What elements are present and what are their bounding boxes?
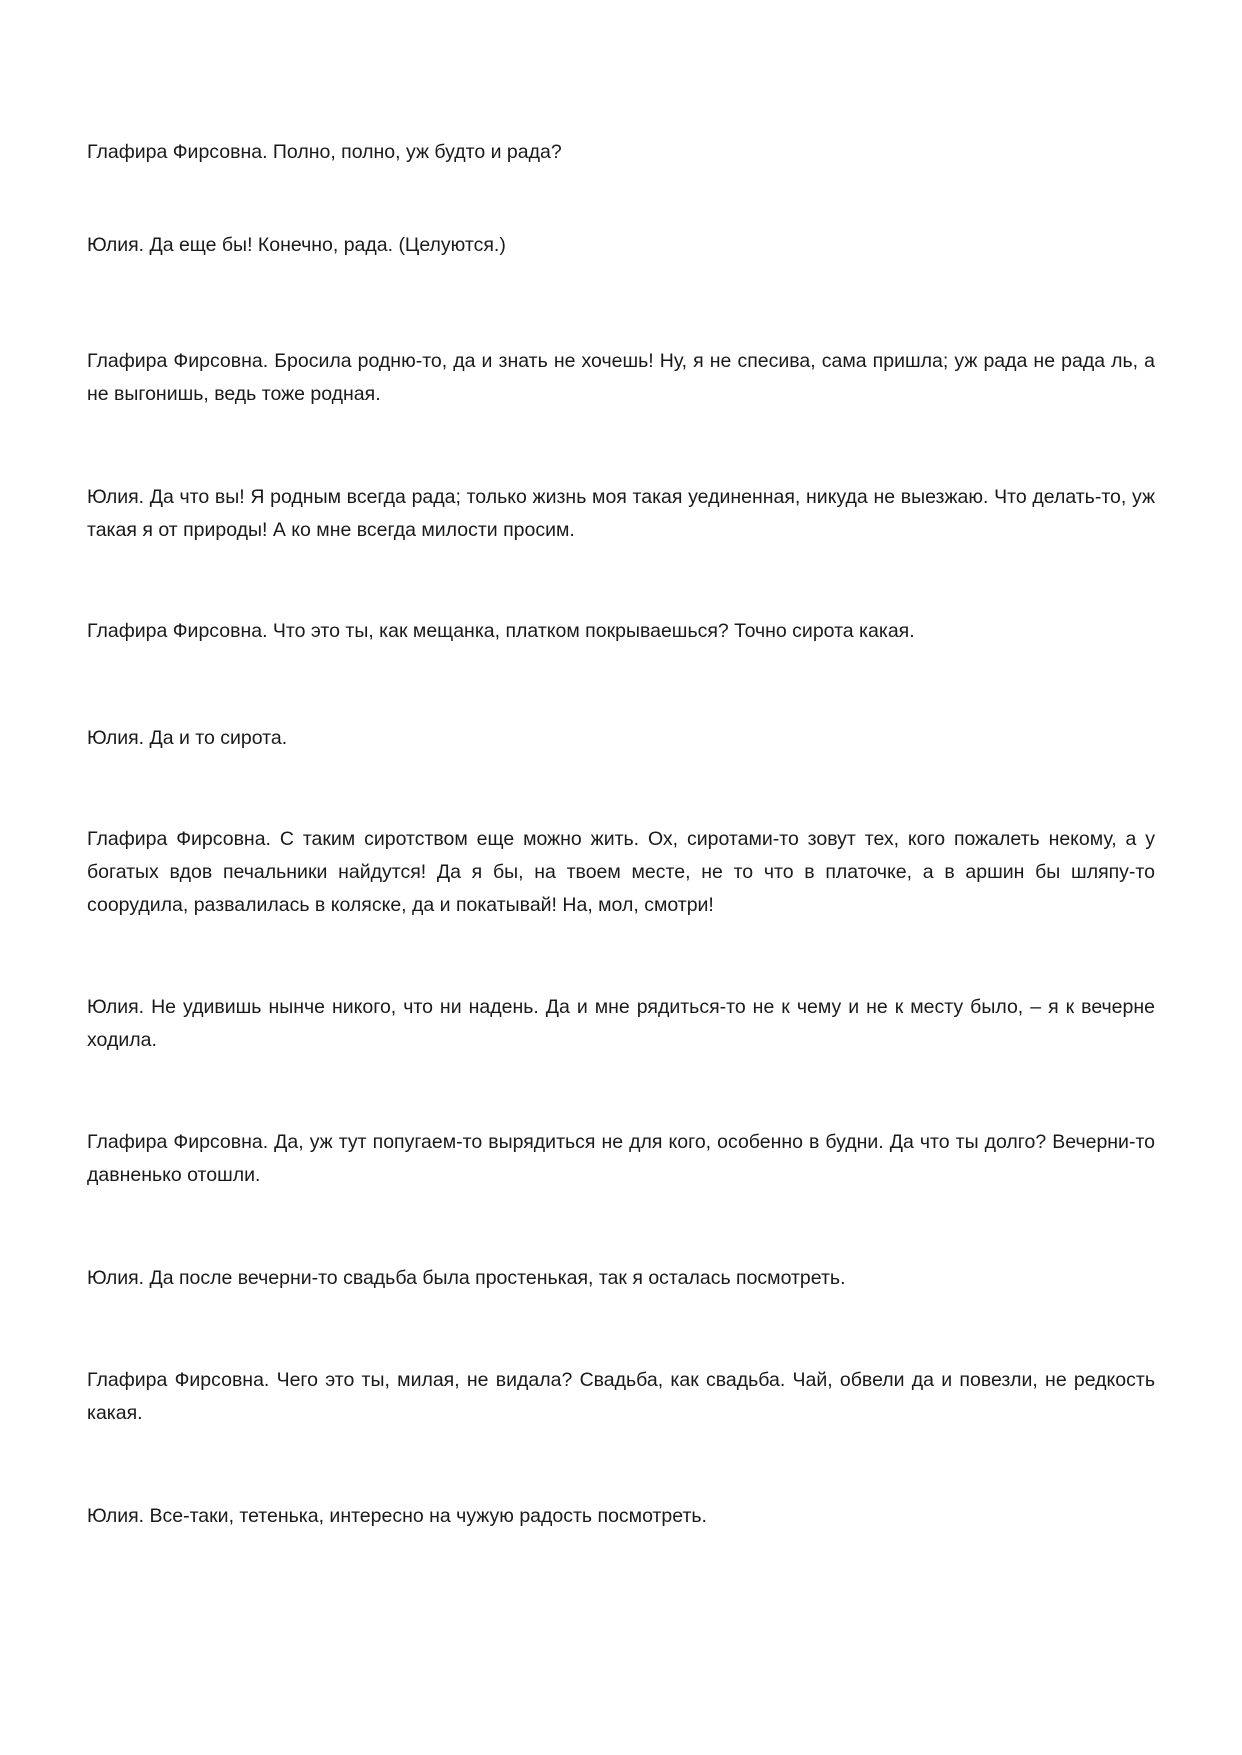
paragraph-1: Глафира Фирсовна. Полно, полно, уж будто и рада? [87,141,562,163]
paragraph-10: Юлия. Да после вечерни-то свадьба была простенькая, так я осталась посмотреть. [87,1267,846,1289]
paragraph-3: Глафира Фирсовна. Бросила родню-то, да и знать не хочешь! Ну, я не спесива, сама пришла; уж рада не рада ль, а не выгонишь, ведь тоже родная. [87,350,1155,405]
paragraph-4: Юлия. Да что вы! Я родным всегда рада; только жизнь моя такая уединенная, никуда не выезжаю. Что делать-то, уж такая я от природы! А ко мне всегда милости просим. [87,486,1155,541]
paragraph-8: Юлия. Не удивишь нынче никого, что ни надень. Да и мне рядиться-то не к чему и не к месту было, – я к вечерне ходила. [87,996,1155,1051]
paragraph-2: Юлия. Да еще бы! Конечно, рада. (Целуются.) [87,234,506,256]
paragraph-7: Глафира Фирсовна. С таким сиротством еще можно жить. Ох, сиротами-то зовут тех, кого пожалеть некому, а у богатых вдов печальники найдутся! Да я бы, на твоем месте, не то что в платочке, а в аршин бы шляпу-то соорудила, развалилась в коляске, да и покатывай! На, мол, смотри! [87,828,1155,916]
paragraph-9: Глафира Фирсовна. Да, уж тут попугаем-то вырядиться не для кого, особенно в будни. Да что ты долго? Вечерни-то давненько отошли. [87,1131,1155,1186]
paragraph-6: Юлия. Да и то сирота. [87,727,288,749]
paragraph-11: Глафира Фирсовна. Чего это ты, милая, не видала? Свадьба, как свадьба. Чай, обвели да и повезли, не редкость какая. [87,1369,1155,1424]
paragraph-5: Глафира Фирсовна. Что это ты, как мещанка, платком покрываешься? Точно сирота какая. [87,620,915,642]
paragraph-12: Юлия. Все-таки, тетенька, интересно на чужую радость посмотреть. [87,1505,707,1527]
